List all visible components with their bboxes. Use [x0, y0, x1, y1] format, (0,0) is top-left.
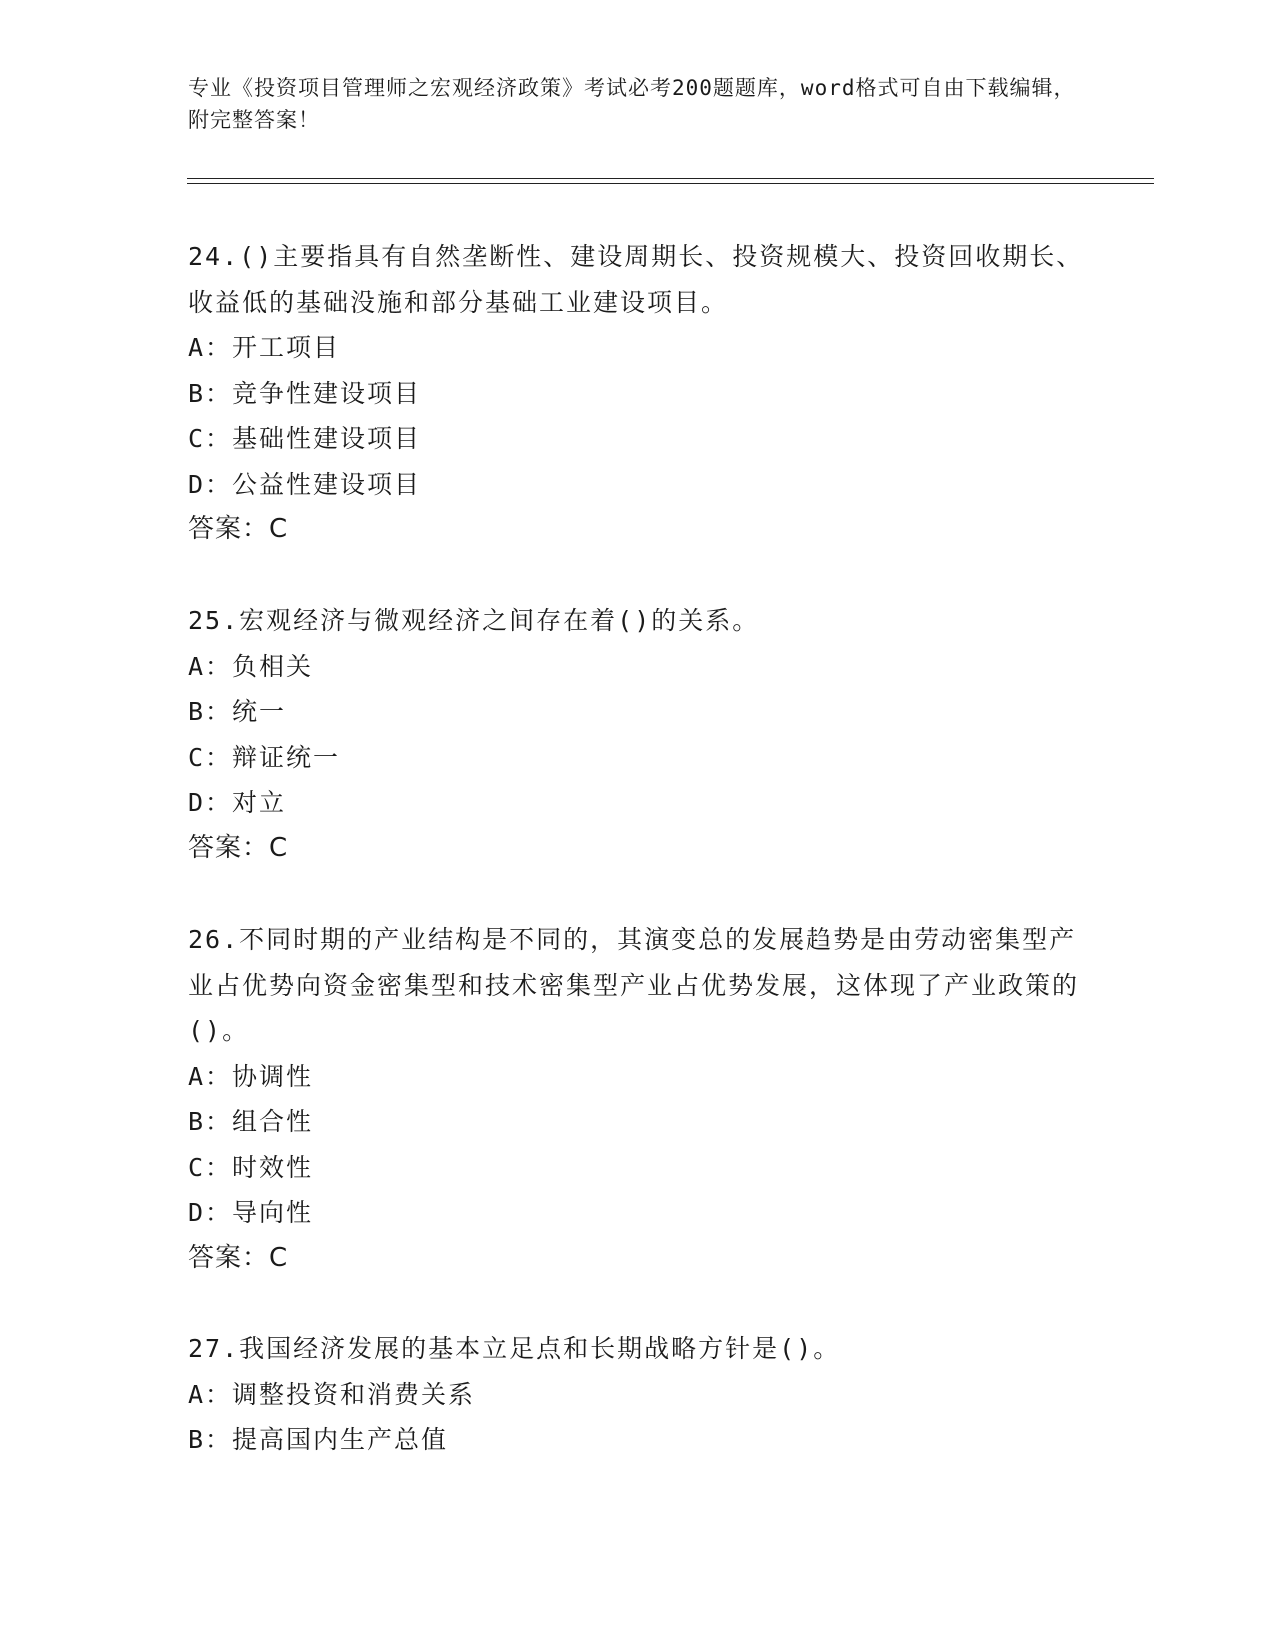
- header-divider-bottom: [187, 183, 1154, 184]
- option-a: A：负相关: [188, 651, 314, 681]
- option-a: A：调整投资和消费关系: [188, 1379, 476, 1409]
- option-a: A：开工项目: [188, 333, 341, 362]
- option-a: A：协调性: [188, 1061, 314, 1091]
- question-27: [188, 1326, 1088, 1463]
- option-b: B：竞争性建设项目: [188, 378, 422, 408]
- question-stem: 24.()主要指具有自然垄断性、建设周期长、投资规模大、投资回收期长、收益低的基础没施和部分基础工业建设项目。: [188, 242, 1084, 317]
- option-c: C：基础性建设项目: [188, 424, 422, 453]
- option-c: C：时效性: [188, 1152, 314, 1182]
- option-d: D：导向性: [188, 1198, 314, 1227]
- option-d: D：对立: [188, 788, 287, 817]
- option-b: B：组合性: [188, 1107, 314, 1136]
- header-divider-top: [187, 178, 1154, 179]
- answer-line: 答案：C: [188, 514, 289, 544]
- question-stem: 27.我国经济发展的基本立足点和长期战略方针是()。: [188, 1334, 841, 1363]
- document-header: 专业《投资项目管理师之宏观经济政策》考试必考200题题库，word格式可自由下载编辑，附完整答案！: [188, 76, 1076, 132]
- answer-line: 答案：C: [188, 1242, 289, 1273]
- question-stem: 26.不同时期的产业结构是不同的，其演变总的发展趋势是由劳动密集型产业占优势向资金密集型和技术密集型产业占优势发展，这体现了产业政策的()。: [188, 925, 1080, 1045]
- question-26: [188, 917, 1088, 1281]
- option-c: C：辩证统一: [188, 742, 341, 772]
- option-b: B：统一: [188, 697, 287, 726]
- answer-line: 答案：C: [188, 832, 289, 863]
- question-24: [188, 234, 1088, 553]
- option-d: D：公益性建设项目: [188, 469, 422, 499]
- option-b: B：提高国内生产总值: [188, 1425, 449, 1454]
- question-stem: 25.宏观经济与微观经济之间存在着()的关系。: [188, 606, 760, 635]
- question-25: [188, 598, 1088, 871]
